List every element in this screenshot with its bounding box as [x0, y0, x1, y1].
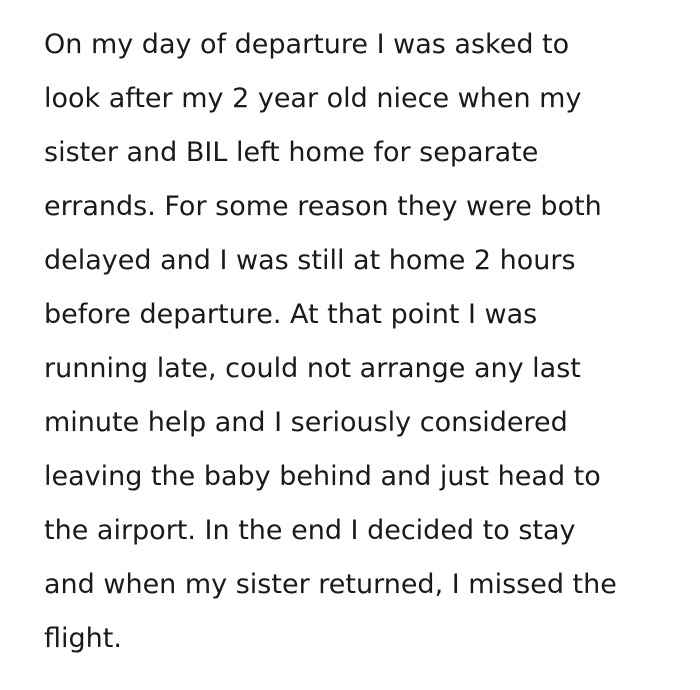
paragraph-line: On my day of departure I was asked to	[44, 29, 570, 60]
paragraph-line: and when my sister returned, I missed the	[44, 569, 617, 600]
paragraph-line: errands. For some reason they were both	[44, 191, 602, 222]
paragraph-line: look after my 2 year old niece when my	[44, 83, 582, 114]
paragraph-line: the airport. In the end I decided to stay	[44, 515, 576, 546]
paragraph-line: running late, could not arrange any last	[44, 353, 581, 384]
paragraph-line: flight.	[44, 623, 122, 654]
story-paragraph	[44, 18, 684, 666]
paragraph-line: leaving the baby behind and just head to	[44, 461, 601, 492]
paragraph-line: delayed and I was still at home 2 hours	[44, 245, 576, 276]
paragraph-line: minute help and I seriously considered	[44, 407, 568, 438]
paragraph-line: sister and BIL left home for separate	[44, 137, 539, 168]
paragraph-line: before departure. At that point I was	[44, 299, 538, 330]
